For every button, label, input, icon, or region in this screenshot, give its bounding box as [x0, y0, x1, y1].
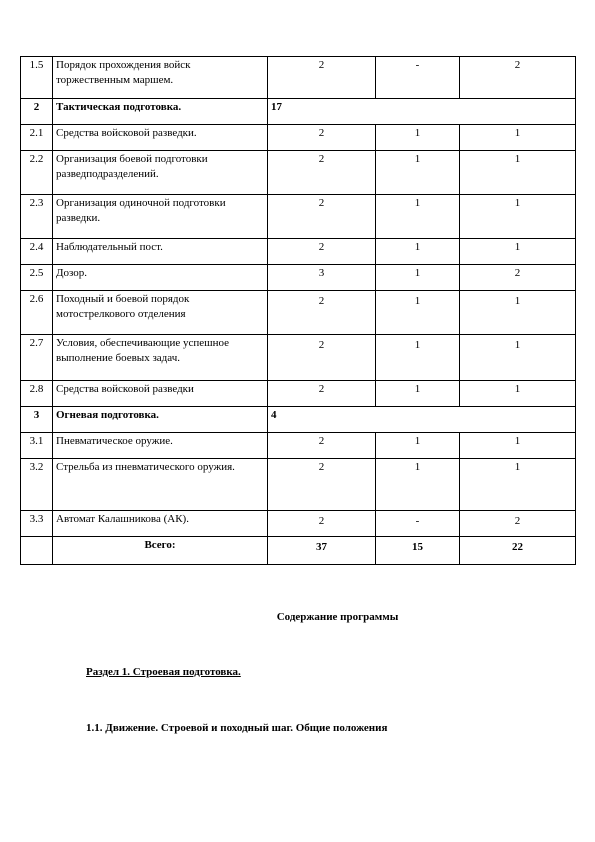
table-row: [21, 459, 576, 511]
row-number: 2.2: [21, 151, 53, 195]
topic-name: Организация одиночной подготовки разведки.: [53, 195, 268, 239]
row-number: 2.1: [21, 125, 53, 151]
hours-theory: 1: [376, 335, 460, 381]
section-name: Тактическая подготовка.: [53, 99, 268, 125]
hours-practice: 1: [460, 239, 576, 265]
section-number: 3: [21, 407, 53, 433]
table-row: [21, 511, 576, 537]
hours-theory: 1: [376, 291, 460, 335]
hours-theory: 1: [376, 433, 460, 459]
hours-total: 2: [268, 381, 376, 407]
row-number: 2.8: [21, 381, 53, 407]
hours-practice: 2: [460, 57, 576, 99]
hours-practice: 2: [460, 511, 576, 537]
program-content-title: Содержание программы: [276, 611, 399, 623]
subsection-heading: 1.1. Движение. Строевой и походный шаг. Общие положения: [86, 722, 388, 734]
section-heading: Раздел 1. Строевая подготовка.: [86, 666, 241, 678]
section-hours: 17: [268, 99, 576, 125]
hours-practice-sum: 22: [460, 537, 576, 565]
hours-total: 2: [268, 511, 376, 537]
table-row: [21, 433, 576, 459]
hours-theory: 1: [376, 125, 460, 151]
hours-practice: 1: [460, 381, 576, 407]
topic-name: Походный и боевой порядок мотострелкового отделения: [53, 291, 268, 335]
hours-total: 2: [268, 239, 376, 265]
row-number: 2.4: [21, 239, 53, 265]
row-number: 2.5: [21, 265, 53, 291]
table-row: [21, 57, 576, 99]
topic-name: Пневматическое оружие.: [53, 433, 268, 459]
section-row: [21, 99, 576, 125]
hours-theory-sum: 15: [376, 537, 460, 565]
hours-practice: 1: [460, 291, 576, 335]
section-row: [21, 407, 576, 433]
table-row: [21, 239, 576, 265]
hours-practice: 1: [460, 151, 576, 195]
table-row: [21, 195, 576, 239]
hours-theory: 1: [376, 195, 460, 239]
hours-practice: 1: [460, 459, 576, 511]
topic-name: Наблюдательный пост.: [53, 239, 268, 265]
section-number: 2: [21, 99, 53, 125]
section-hours: 4: [268, 407, 576, 433]
topic-name: Стрельба из пневматического оружия.: [53, 459, 268, 511]
curriculum-table-body: [21, 57, 576, 565]
topic-name: Порядок прохождения войск торжественным маршем.: [53, 57, 268, 99]
hours-total: 2: [268, 335, 376, 381]
row-number: 2.6: [21, 291, 53, 335]
topic-name: Дозор.: [53, 265, 268, 291]
row-number: 1.5: [21, 57, 53, 99]
hours-total: 2: [268, 291, 376, 335]
table-row: [21, 151, 576, 195]
hours-total: 2: [268, 151, 376, 195]
hours-theory: 1: [376, 459, 460, 511]
table-row: [21, 125, 576, 151]
hours-practice: 2: [460, 265, 576, 291]
hours-theory: 1: [376, 239, 460, 265]
hours-total-sum: 37: [268, 537, 376, 565]
curriculum-table: [20, 56, 576, 565]
hours-total: 2: [268, 433, 376, 459]
row-number: 3.2: [21, 459, 53, 511]
hours-practice: 1: [460, 125, 576, 151]
row-number: 3.1: [21, 433, 53, 459]
table-row: [21, 265, 576, 291]
total-row: [21, 537, 576, 565]
hours-total: 3: [268, 265, 376, 291]
hours-theory: 1: [376, 265, 460, 291]
hours-theory: -: [376, 57, 460, 99]
hours-practice: 1: [460, 433, 576, 459]
topic-name: Средства войсковой разведки: [53, 381, 268, 407]
total-label: Всего:: [53, 537, 268, 565]
hours-theory: 1: [376, 151, 460, 195]
section-name: Огневая подготовка.: [53, 407, 268, 433]
hours-total: 2: [268, 125, 376, 151]
hours-total: 2: [268, 57, 376, 99]
table-row: [21, 381, 576, 407]
table-row: [21, 291, 576, 335]
row-number: 2.7: [21, 335, 53, 381]
hours-practice: 1: [460, 195, 576, 239]
hours-total: 2: [268, 195, 376, 239]
row-number: 3.3: [21, 511, 53, 537]
hours-total: 2: [268, 459, 376, 511]
total-empty-cell: [21, 537, 53, 565]
table-row: [21, 335, 576, 381]
hours-theory: -: [376, 511, 460, 537]
topic-name: Автомат Калашникова (АК).: [53, 511, 268, 537]
hours-practice: 1: [460, 335, 576, 381]
topic-name: Средства войсковой разведки.: [53, 125, 268, 151]
topic-name: Условия, обеспечивающие успешное выполнение боевых задач.: [53, 335, 268, 381]
topic-name: Организация боевой подготовки разведподразделений.: [53, 151, 268, 195]
row-number: 2.3: [21, 195, 53, 239]
hours-theory: 1: [376, 381, 460, 407]
